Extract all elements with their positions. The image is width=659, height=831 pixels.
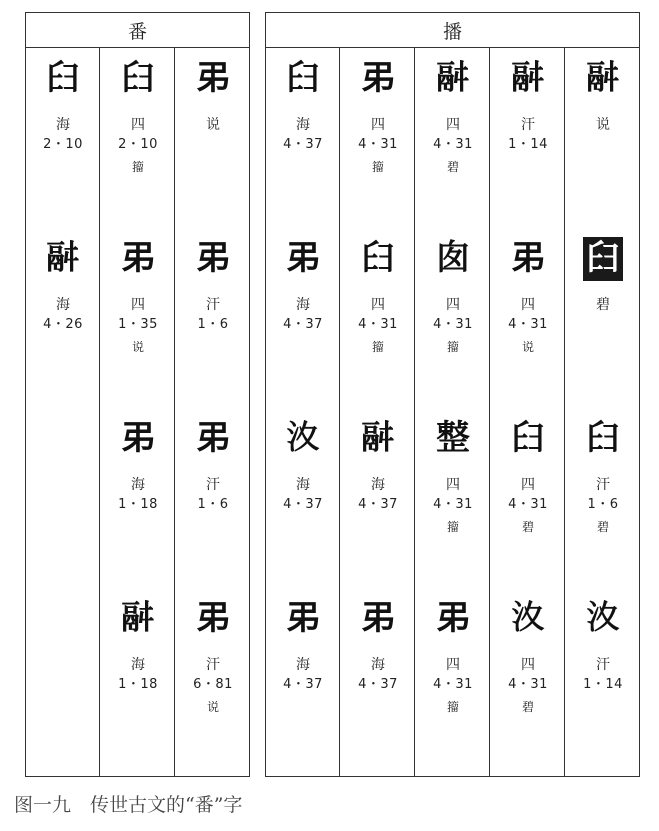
source-label: 碧 xyxy=(596,297,610,313)
ancient-script-glyph: 囱 xyxy=(436,238,470,278)
source-note: 籀 xyxy=(371,340,384,354)
source-label: 海 xyxy=(371,657,385,673)
source-label: 汗 xyxy=(596,477,610,493)
source-label: 四 xyxy=(371,117,385,133)
glyph-entry xyxy=(566,237,640,315)
source-label: 说 xyxy=(206,117,220,133)
glyph-entry xyxy=(176,417,250,515)
glyph-entry xyxy=(491,237,565,357)
reference-number: 4・31 xyxy=(358,137,398,152)
ancient-script-glyph: 𦥑 xyxy=(361,238,395,278)
glyph-entry xyxy=(491,597,565,717)
reference-number: 1・6 xyxy=(587,497,619,512)
glyph-entry xyxy=(26,57,100,155)
ancient-script-glyph: 𦥑 xyxy=(286,58,320,98)
ancient-script-glyph: 𩰫 xyxy=(361,418,395,458)
ancient-script-glyph: 𢎨 xyxy=(361,58,395,98)
reference-number: 4・37 xyxy=(283,317,323,332)
glyph-entry xyxy=(101,597,175,695)
glyph-entry xyxy=(566,417,640,537)
ancient-script-glyph: 𦥑 xyxy=(511,418,545,458)
glyph-entry xyxy=(101,57,175,177)
bo-table xyxy=(265,12,640,777)
glyph-entry xyxy=(416,597,490,717)
source-label: 四 xyxy=(446,297,460,313)
reference-number: 1・14 xyxy=(508,137,548,152)
glyph-entry xyxy=(416,417,490,537)
source-label: 汗 xyxy=(206,477,220,493)
source-label: 海 xyxy=(296,657,310,673)
glyph-entry xyxy=(176,237,250,335)
reference-number: 4・31 xyxy=(508,317,548,332)
source-note: 说 xyxy=(131,340,144,354)
source-note: 说 xyxy=(206,700,219,714)
ancient-script-glyph: 𩰫 xyxy=(586,58,620,98)
glyph-entry xyxy=(176,597,250,717)
source-note: 碧 xyxy=(446,160,459,174)
source-label: 海 xyxy=(296,297,310,313)
source-label: 海 xyxy=(371,477,385,493)
source-note: 籀 xyxy=(131,160,144,174)
reference-number: 4・31 xyxy=(508,677,548,692)
source-note: 碧 xyxy=(521,520,534,534)
source-note: 籀 xyxy=(446,340,459,354)
fan-header-label: 番 xyxy=(127,20,147,43)
bo-header xyxy=(266,13,639,48)
ancient-script-glyph: 𣲋 xyxy=(286,418,320,458)
source-label: 四 xyxy=(446,477,460,493)
glyph-entry xyxy=(26,237,100,335)
glyph-entry xyxy=(266,597,340,695)
ancient-script-glyph: 𩰫 xyxy=(436,58,470,98)
source-label: 四 xyxy=(446,657,460,673)
fan-table xyxy=(25,12,250,777)
source-label: 海 xyxy=(296,477,310,493)
reference-number: 4・31 xyxy=(508,497,548,512)
ancient-script-glyph: 𩰫 xyxy=(511,58,545,98)
ancient-script-glyph: 𢎨 xyxy=(196,418,230,458)
reference-number: 2・10 xyxy=(118,137,158,152)
glyph-entry xyxy=(176,57,250,135)
glyph-entry xyxy=(566,597,640,695)
glyph-entry xyxy=(341,237,415,357)
reference-number: 4・26 xyxy=(43,317,83,332)
ancient-script-glyph: 𩰫 xyxy=(121,598,155,638)
ancient-script-glyph: 𢎨 xyxy=(121,238,155,278)
source-label: 海 xyxy=(56,117,70,133)
source-label: 四 xyxy=(521,297,535,313)
reference-number: 4・31 xyxy=(433,137,473,152)
reference-number: 2・10 xyxy=(43,137,83,152)
source-label: 说 xyxy=(596,117,610,133)
column-divider xyxy=(99,47,100,776)
ancient-script-glyph: 𢎨 xyxy=(286,598,320,638)
reference-number: 4・37 xyxy=(283,137,323,152)
ancient-script-glyph: 𦥑 xyxy=(583,237,623,281)
source-label: 四 xyxy=(131,117,145,133)
source-label: 海 xyxy=(131,657,145,673)
source-label: 汗 xyxy=(206,657,220,673)
ancient-script-glyph: 𣲋 xyxy=(511,598,545,638)
glyph-entry xyxy=(566,57,640,135)
ancient-script-glyph: 𦥑 xyxy=(586,418,620,458)
source-note: 籀 xyxy=(446,700,459,714)
source-label: 海 xyxy=(56,297,70,313)
glyph-entry xyxy=(341,597,415,695)
reference-number: 4・31 xyxy=(433,497,473,512)
glyph-entry xyxy=(101,417,175,515)
source-note: 碧 xyxy=(521,700,534,714)
ancient-script-glyph: 𢎨 xyxy=(436,598,470,638)
glyph-entry xyxy=(491,57,565,155)
source-label: 四 xyxy=(521,657,535,673)
glyph-entry xyxy=(341,57,415,177)
source-label: 汗 xyxy=(521,117,535,133)
source-label: 四 xyxy=(521,477,535,493)
glyph-entry xyxy=(416,57,490,177)
source-note: 说 xyxy=(521,340,534,354)
bo-header-label: 播 xyxy=(442,20,462,43)
ancient-script-glyph: 𢎨 xyxy=(196,58,230,98)
fan-header xyxy=(26,13,249,48)
source-label: 四 xyxy=(446,117,460,133)
reference-number: 4・37 xyxy=(283,497,323,512)
reference-number: 1・35 xyxy=(118,317,158,332)
reference-number: 1・6 xyxy=(197,317,229,332)
glyph-entry xyxy=(341,417,415,515)
source-note: 籀 xyxy=(446,520,459,534)
reference-number: 4・37 xyxy=(283,677,323,692)
reference-number: 4・31 xyxy=(433,317,473,332)
ancient-script-glyph: 𢎨 xyxy=(511,238,545,278)
ancient-script-glyph: 𦥑 xyxy=(46,58,80,98)
figure-caption: 图一九 传世古文的“番”字 xyxy=(14,794,243,816)
ancient-script-glyph: 𣲋 xyxy=(586,598,620,638)
ancient-script-glyph: 𦥑 xyxy=(121,58,155,98)
source-label: 四 xyxy=(131,297,145,313)
reference-number: 1・18 xyxy=(118,677,158,692)
ancient-script-glyph: 𢎨 xyxy=(121,418,155,458)
glyph-entry xyxy=(266,417,340,515)
ancient-script-glyph: 𢎨 xyxy=(196,598,230,638)
reference-number: 1・18 xyxy=(118,497,158,512)
reference-number: 4・37 xyxy=(358,677,398,692)
reference-number: 6・81 xyxy=(193,677,233,692)
reference-number: 1・6 xyxy=(197,497,229,512)
glyph-entry xyxy=(491,417,565,537)
reference-number: 4・31 xyxy=(433,677,473,692)
reference-number: 4・37 xyxy=(358,497,398,512)
source-note: 碧 xyxy=(596,520,609,534)
glyph-entry xyxy=(266,57,340,155)
reference-number: 1・14 xyxy=(583,677,623,692)
ancient-script-glyph: 𢎨 xyxy=(196,238,230,278)
source-label: 汗 xyxy=(596,657,610,673)
glyph-entry xyxy=(266,237,340,335)
glyph-entry xyxy=(101,237,175,357)
source-label: 四 xyxy=(371,297,385,313)
ancient-script-glyph: 𢿫 xyxy=(436,418,470,458)
source-label: 海 xyxy=(296,117,310,133)
source-label: 海 xyxy=(131,477,145,493)
reference-number: 4・31 xyxy=(358,317,398,332)
source-label: 汗 xyxy=(206,297,220,313)
glyph-entry xyxy=(416,237,490,357)
ancient-script-glyph: 𢎨 xyxy=(286,238,320,278)
ancient-script-glyph: 𢎨 xyxy=(361,598,395,638)
ancient-script-glyph: 𩰫 xyxy=(46,238,80,278)
source-note: 籀 xyxy=(371,160,384,174)
